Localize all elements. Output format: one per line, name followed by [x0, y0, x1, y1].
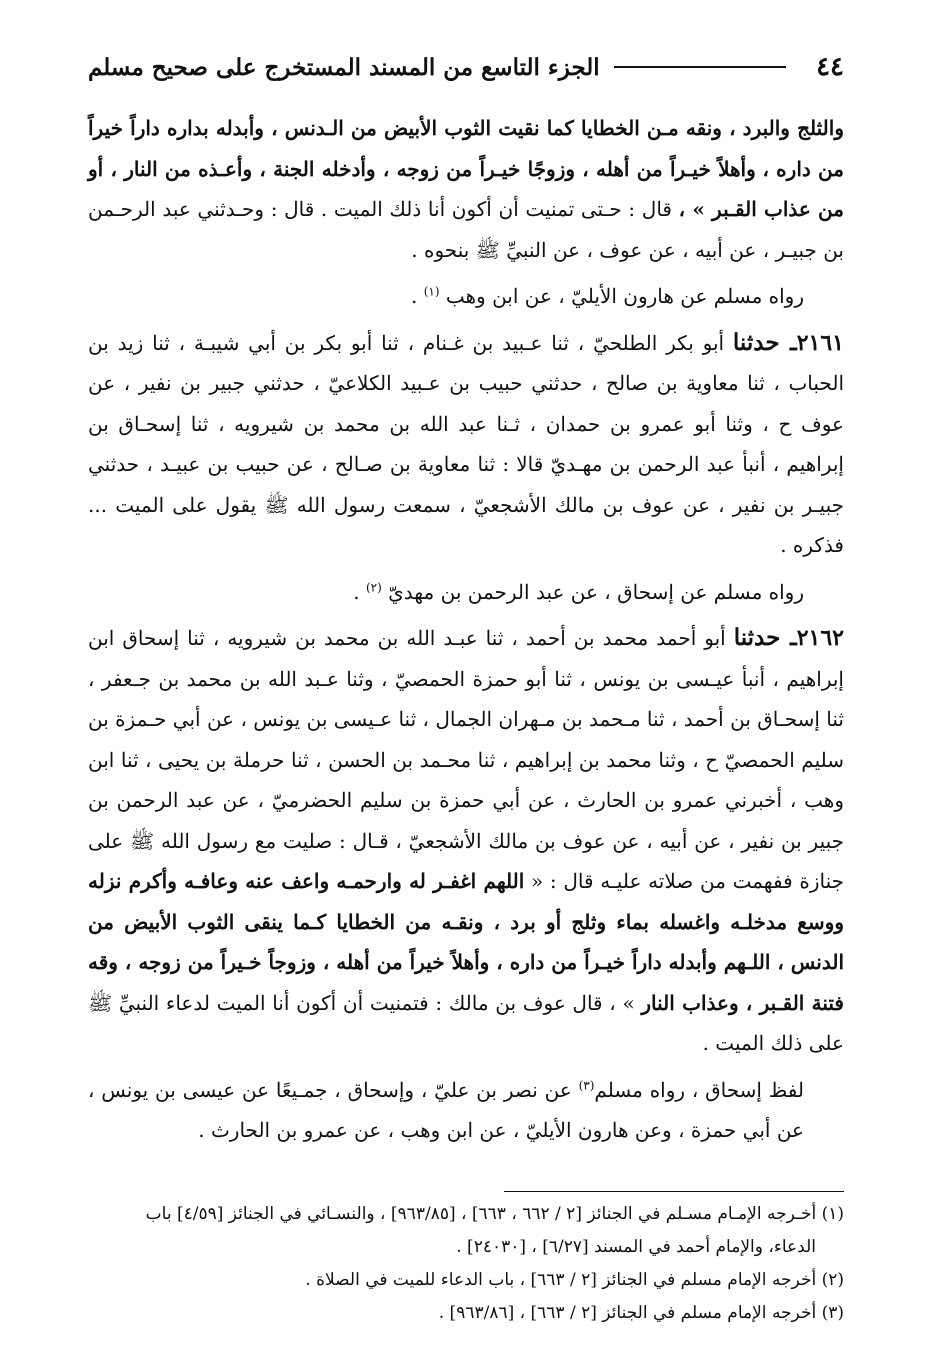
footnote-ref-2: (٢) [365, 579, 382, 594]
haddathana-2161: ـ حدثنا [732, 328, 797, 356]
footnotes [88, 1198, 844, 1330]
riwaya-1-text: رواه مسلم عن هارون الأيليّ ، عن ابن وهب [445, 284, 804, 308]
riwaya-2-text: رواه مسلم عن إسحاق ، عن عبد الرحمن بن مهديّ [388, 579, 804, 604]
header-rule [614, 66, 786, 68]
footnote-3: (٣) أخرجه الإمام مسلم في الجنائز [٢ / ٦٦٣] ، [٩٦٣/٨٦] . [438, 1302, 844, 1323]
footnote-1-line-1: (١) أخـرجه الإمـام مسـلم في الجنائز [٢ / ٦٦٢ ، ٦٦٣] ، [٩٦٣/٨٥] ، والنسـائي في الجنائز [٤/٥٩] باب [145, 1203, 844, 1224]
hadith-2162 [88, 618, 844, 1064]
riwaya-2-end: . [353, 579, 366, 604]
footnote-ref-3: (٣) [578, 1077, 595, 1092]
continuation-paragraph [88, 108, 844, 270]
hadith-2161 [88, 323, 844, 566]
footnote-1-line-2: الدعاء، والإمام أحمد في المسند [٦/٢٧] ، [٢٤٠٣٠] . [456, 1236, 816, 1257]
hadith-number-2162: ٢١٦٢ [796, 625, 844, 651]
dua-line-1: والثلج والبرد ، ونقه مـن الخطايا كما نقيت الثوب الأبيض من الـدنس ، وأبدله بداره داراً خيراً من داره ، [88, 116, 844, 181]
page-number: ٤٤ [816, 52, 844, 82]
footnote-2: (٢) أخرجه الإمام مسلم في الجنائز [٢ / ٦٦٣] ، باب الدعاء للميت في الصلاة . [305, 1269, 844, 1290]
running-header [88, 42, 844, 92]
continuation-text: قال : حـتى تمنيت أن أكون أنا ذلك الميت . قال : وحـدثني عبد الرحـمن بن جبيـر ، عن أبيه ، عن عوف ، عن النبيِّ ﷺ بنحوه . [88, 197, 844, 262]
riwaya-3 [88, 1070, 844, 1151]
hadith-2162-text: أبو أحمد محمد بن أحمد ، ثنا عبـد الله بن محمد بن شيرويه ، ثنا إسحاق ابن إبراهيم ، أنبأ عيـسى بن يونس ، ثنا أبو حمزة الحمصيّ ، وثنا عـبد الله بن محمد بن جـعفر ، ثنا إسحـاق بن أحمد ، ثنا مـحمد بن مـهران الجمال ، ثنا عـيسى بن يونس ، عن أبي حـمزة بن سليم الحمصيّ ح ، وثنا محمد بن إبراهيم ، ثنا محـمد بن الحسن ، ثنا حرملة بن يحيى ، ثنا ابن وهب ، أخبرني عمرو بن الحارث ، عن أبي حمزة بن سليم الحضرميّ ، عن عبد الرحمن بن جبير بن نفير ، عن أبيه ، عن عوف بن مالك الأشجعيّ ، قـال : صليت مع رسول الله ﷺ على جنازة ففهمت من صلاته عليـه قال : « [88, 626, 845, 893]
riwaya-1-end: . [410, 284, 424, 308]
dua-line-2: وأهلاً خيـراً من أهله ، وزوجًا خيـراً من زوجه ، وأدخله الجنة ، وأعـذه من النار ، أو من عذاب القـبر » ، [88, 156, 844, 221]
hadith-2161-text: أبو بكر الطلحيّ ، ثنا عـبيد بن غـنام ، ثنا أبو بكر بن أبي شيبـة ، ثنا زيد بن الحباب ، ثنا معاوية بن صالح ، حدثني حبيب بن عـبيد الكلاعيّ ، حدثني جبير بن نفير ، عن عوف ح ، وثنا أبو عمرو بن حمدان ، ثـنا عبد الله بن محمد بن شيرويه ، ثنا إسحـاق بن إبراهيم ، أنبأ عبد الرحمن بن مهـديّ قالا : ثنا معاوية بن صـالح ، عن حبيب بن عبيـد ، حدثني جبيـر بن نفير ، عن عوف بن مالك الأشجعيّ ، سمعت رسول الله ﷺ يقول على الميت ... فذكره . [88, 330, 844, 557]
riwaya-2 [88, 572, 844, 613]
hadith-number-2161: ٢١٦١ [796, 329, 844, 356]
main-text [88, 108, 844, 1151]
footnote-ref-1: (١) [423, 284, 440, 299]
riwaya-1 [88, 276, 844, 317]
footnote-1 [88, 1198, 844, 1231]
haddathana-2162: ـ حدثنا [733, 624, 797, 651]
footnote-1-continuation [88, 1231, 844, 1264]
riwaya-3-text-a: لفظ إسحاق ، رواه مسلم [594, 1077, 804, 1102]
footnote-separator [504, 1191, 844, 1192]
hadith-2162-end: » ، قال عوف بن مالك : فتمنيت أن أكون أنا الميت لدعاء النبيِّ ﷺ على ذلك الميت . [88, 990, 844, 1055]
riwaya-3-text-b: عن نصر بن عليّ ، وإسحاق ، جمـيعًا عن عيسى بن يونس ، عن أبي حمزة ، وعن هارون الأيليّ ، عن ابن وهب ، عن عمرو بن الحارث . [88, 1077, 804, 1142]
running-title: الجزء التاسع من المسند المستخرج على صحيح مسلم [88, 53, 600, 81]
dua-text: اللهم اغفـر له وارحمـه واعف عنه وعافـه وأكرم نزله ووسع مدخلـه واغسله بماء وثلج أو برد ، ونقـه من الخطايا كـما ينقى الثوب الأبيض من الدنس ، اللـهم وأبدله داراً خيـراً من داره ، وأهلاً خيراً من أهله ، وزوجاً خـيراً من زوجه ، وقه فتنة القـبر ، وعذاب النار [88, 869, 844, 1015]
